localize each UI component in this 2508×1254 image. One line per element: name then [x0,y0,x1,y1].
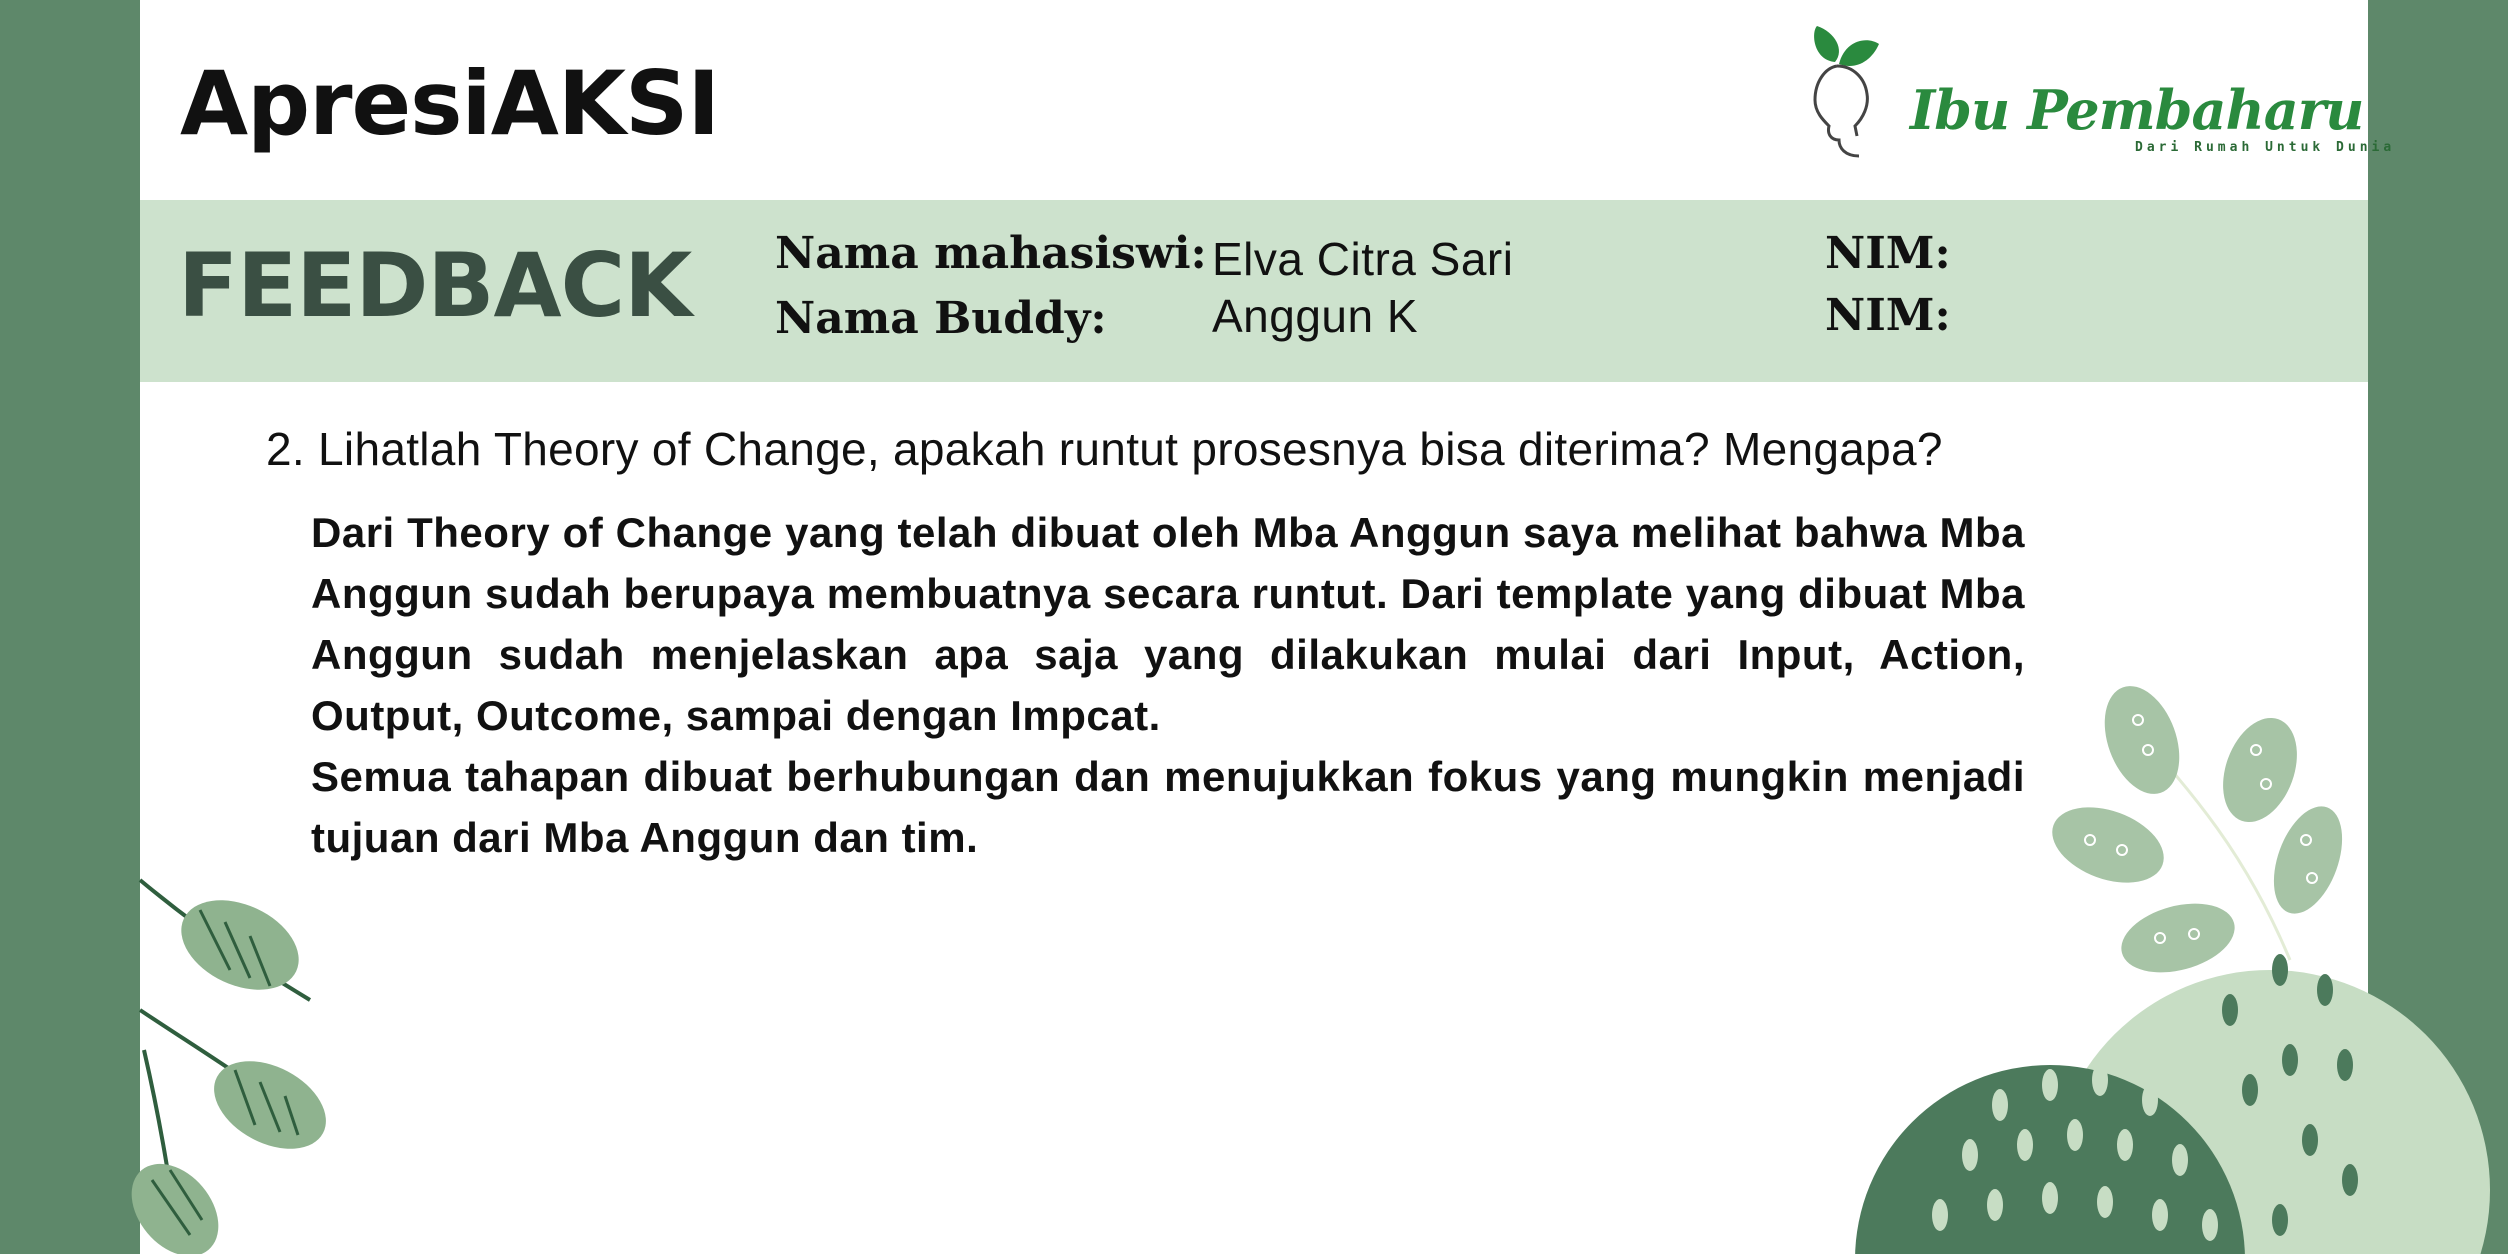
buddy-nim-label: NIM: [1825,290,1951,341]
student-name-value: Elva Citra Sari [1212,233,1514,285]
feedback-band [140,200,2368,382]
leaf-logo-icon [1805,22,1915,172]
answer-block [311,502,2025,868]
app-title: ApresiAKSI [180,52,720,155]
answer-paragraph: Dari Theory of Change yang telah dibuat oleh Mba Anggun saya melihat bahwa Mba Anggun sudah berupaya membuatnya secara runtut. Dari template yang dibuat Mba Anggun sudah menjelaskan apa saja yang dilakukan mulai dari Input, Action, Output, Outcome, sampai dengan Impcat. [311,509,2025,739]
logo-name: Ibu Pembaharu [1910,78,2364,142]
student-nim-label: NIM: [1825,228,1951,279]
leaf-branch-decoration [140,860,360,1254]
question-text: 2. Lihatlah Theory of Change, apakah runtut prosesnya bisa diterima? Mengapa? [266,423,1943,475]
feedback-title: FEEDBACK [178,234,692,337]
student-name-label: Nama mahasiswi: [775,228,1207,279]
logo-tagline: Dari Rumah Untuk Dunia [2135,140,2396,155]
buddy-name-label: Nama Buddy: [775,293,1107,344]
slide [140,0,2396,1254]
ibu-pembaharu-logo [1805,22,2465,172]
dotted-hill-decoration [1880,930,2368,1254]
buddy-name-value: Anggun K [1212,290,1419,342]
answer-paragraph: Semua tahapan dibuat berhubungan dan menujukkan fokus yang mungkin menjadi tujuan dari Mba Anggun dan tim. [311,753,2025,861]
